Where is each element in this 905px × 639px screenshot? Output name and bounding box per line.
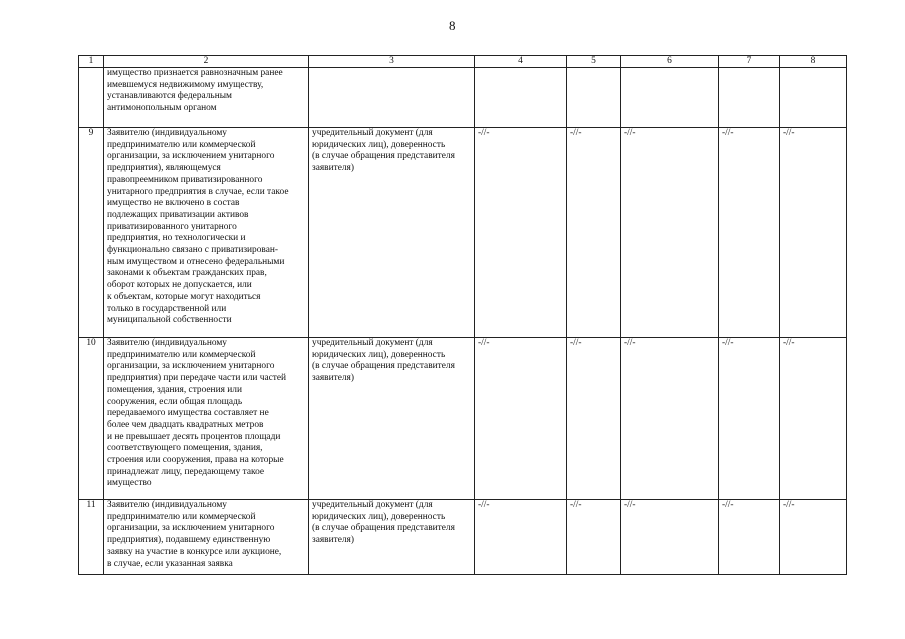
table-row: [79, 500, 847, 575]
column-6-cell: -//-: [621, 500, 719, 575]
column-6-cell: -//-: [621, 338, 719, 500]
column-8-cell: -//-: [780, 500, 847, 575]
column-7-cell: -//-: [719, 500, 780, 575]
row-number: [79, 68, 104, 128]
required-documents: учредительный документ (для юридических лиц), доверенность (в случае обращения представителя заявителя): [309, 500, 475, 575]
column-8-cell: -//-: [780, 128, 847, 338]
column-header: 1: [79, 56, 104, 68]
applicant-description: Заявителю (индивидуальному предпринимателю или коммерческой организации, за исключением унитарного предприятия) при передаче части или частей помещения, здания, строения или сооружения, если общая площадь передаваемого имущества составляет не более чем двадцать квадратных метров и не превышает десять процентов площади соответствующего помещения, здания, строения или сооружения, права на которые принадлежат лицу, передающему такое имущество: [104, 338, 309, 500]
column-5-cell: -//-: [567, 338, 621, 500]
applicant-description: Заявителю (индивидуальному предпринимателю или коммерческой организации, за исключением унитарного предприятия), являющемуся правопреемником приватизированного унитарного предприятия в случае, если такое имущество не включено в состав подлежащих приватизации активов приватизированного унитарного предприятия, но технологически и функционально связано с приватизирован- ным имуществом и отнесено федеральными законами к объектам гражданских прав, оборот которых не допускается, или к объектам, которые могут находиться только в государственной или муниципальной собственности: [104, 128, 309, 338]
column-header: 7: [719, 56, 780, 68]
column-header: 4: [475, 56, 567, 68]
table-header-row: [79, 56, 847, 68]
table-row: [79, 68, 847, 128]
applicant-description: имущество признается равнозначным ранее имевшемуся недвижимому имуществу, устанавливаются федеральным антимонопольным органом: [104, 68, 309, 128]
column-4-cell: -//-: [475, 500, 567, 575]
required-documents: [309, 68, 475, 128]
column-7-cell: -//-: [719, 338, 780, 500]
column-6-cell: [621, 68, 719, 128]
column-header: 8: [780, 56, 847, 68]
column-5-cell: -//-: [567, 500, 621, 575]
column-6-cell: -//-: [621, 128, 719, 338]
column-7-cell: -//-: [719, 128, 780, 338]
column-4-cell: -//-: [475, 128, 567, 338]
row-number: 10: [79, 338, 104, 500]
document-table: [78, 55, 847, 575]
row-number: 9: [79, 128, 104, 338]
page-number: 8: [449, 18, 456, 33]
column-header: 5: [567, 56, 621, 68]
column-header: 2: [104, 56, 309, 68]
column-5-cell: -//-: [567, 128, 621, 338]
row-number: 11: [79, 500, 104, 575]
column-header: 6: [621, 56, 719, 68]
required-documents: учредительный документ (для юридических лиц), доверенность (в случае обращения представителя заявителя): [309, 128, 475, 338]
column-5-cell: [567, 68, 621, 128]
column-4-cell: -//-: [475, 338, 567, 500]
table-row: [79, 338, 847, 500]
column-header: 3: [309, 56, 475, 68]
column-7-cell: [719, 68, 780, 128]
applicant-description: Заявителю (индивидуальному предпринимателю или коммерческой организации, за исключением унитарного предприятия), подавшему единственную заявку на участие в конкурсе или аукционе, в случае, если указанная заявка: [104, 500, 309, 575]
required-documents: учредительный документ (для юридических лиц), доверенность (в случае обращения представителя заявителя): [309, 338, 475, 500]
column-8-cell: [780, 68, 847, 128]
table-row: [79, 128, 847, 338]
column-4-cell: [475, 68, 567, 128]
column-8-cell: -//-: [780, 338, 847, 500]
